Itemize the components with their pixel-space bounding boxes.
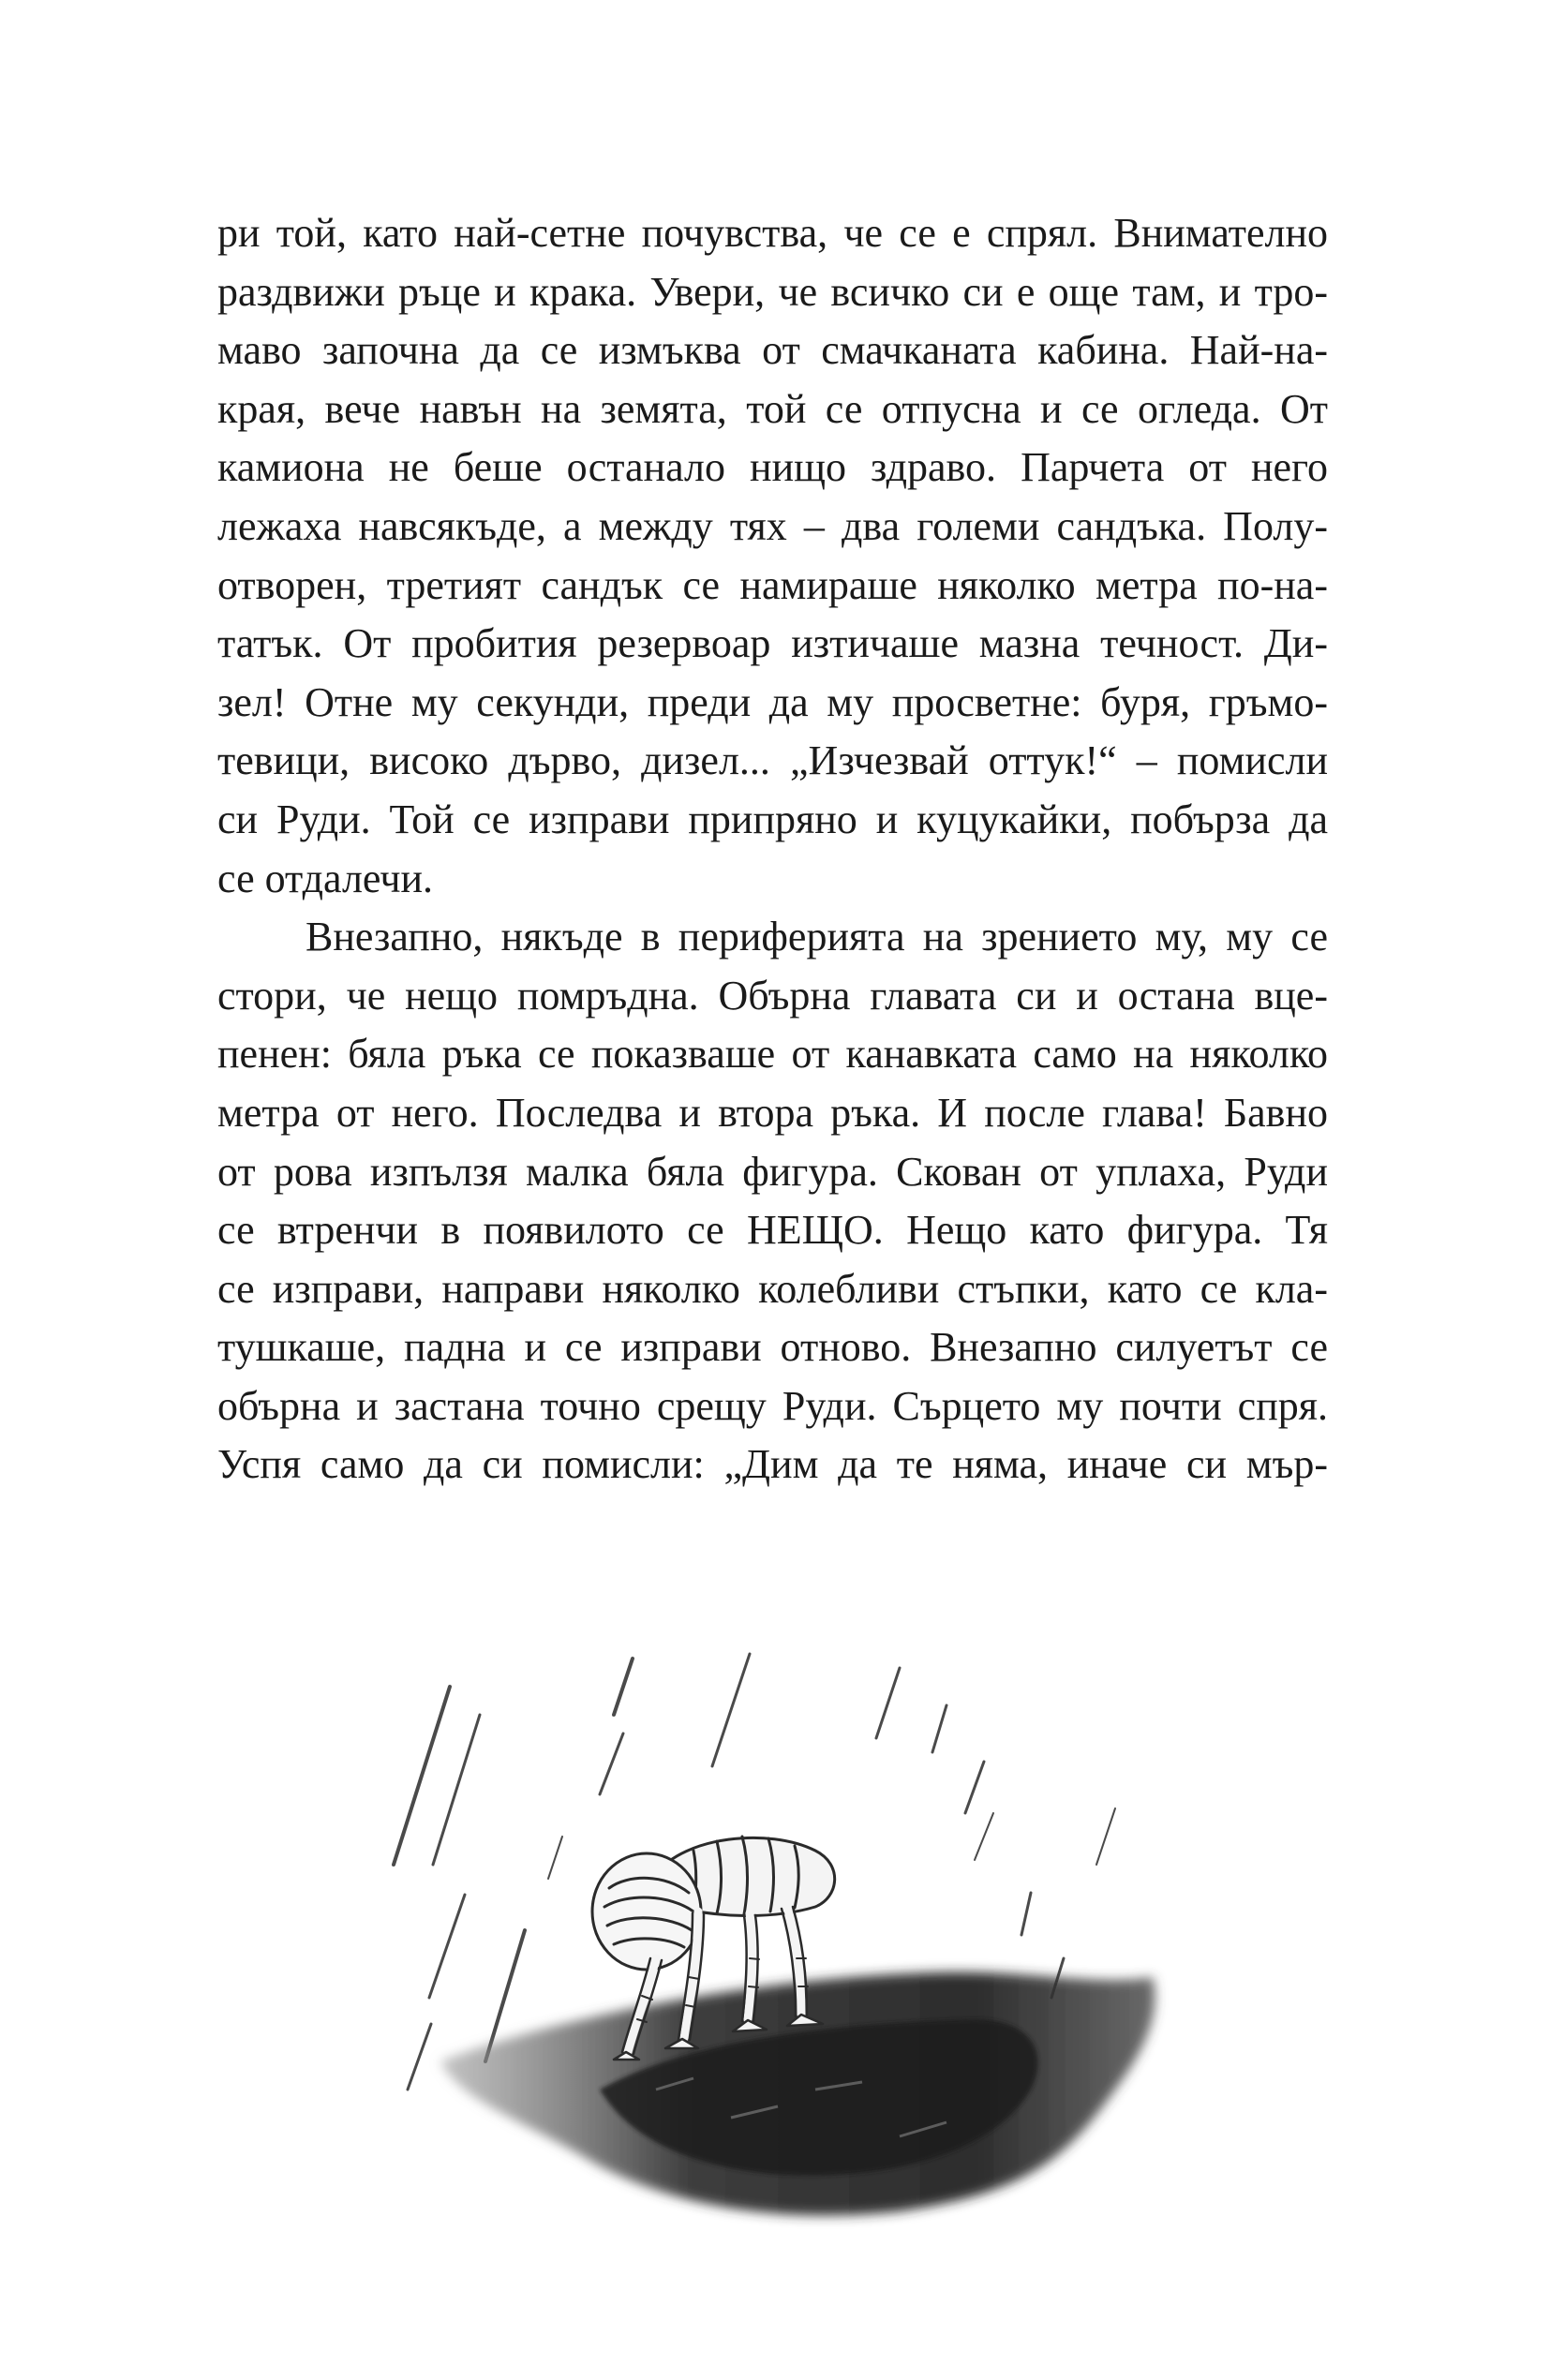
text-line: от рова изпълзя малка бяла фигура. Скован от уплаха, Руди xyxy=(217,1148,1328,1195)
text-line: пенен: бяла ръка се показваше от канавката само на няколко xyxy=(217,1031,1328,1078)
text-line: метра от него. Последва и втора ръка. И после глава! Бавно xyxy=(217,1089,1328,1136)
text-line: татък. От пробития резервоар изтичаше мазна течност. Ди- xyxy=(217,620,1328,667)
text-line: Успя само да си помисли: „Дим да те няма, иначе си мър- xyxy=(217,1441,1328,1488)
body-text xyxy=(217,204,1328,1495)
text-line: се отдалечи. xyxy=(217,855,434,901)
text-line: стори, че нещо помръдна. Обърна главата си и остана вце- xyxy=(217,972,1328,1019)
text-line: камиона не беше останало нищо здраво. Парчета от него xyxy=(217,444,1328,491)
text-line: обърна и застана точно срещу Руди. Сърцето му почти спря. xyxy=(217,1382,1328,1429)
text-line: края, вече навън на земята, той се отпусна и се огледа. От xyxy=(217,385,1328,432)
text-line: отворен, третият сандък се намираше няколко метра по-на- xyxy=(217,561,1328,608)
text-line: тевици, високо дърво, дизел... „Изчезвай оттук!“ – помисли xyxy=(217,737,1328,784)
text-line: ри той, като най-сетне почувства, че се е спрял. Внимателно xyxy=(217,210,1328,256)
text-line: си Руди. Той се изправи припряно и куцукайки, побърза да xyxy=(217,796,1328,842)
text-line: раздвижи ръце и крака. Увери, че всичко си е още там, и тро- xyxy=(217,268,1328,315)
text-line: се втренчи в появилото се НЕЩО. Нещо като фигура. Тя xyxy=(217,1207,1328,1254)
text-line: се изправи, направи няколко колебливи стъпки, като се кла- xyxy=(217,1265,1328,1312)
text-line: маво започна да се измъква от смачканата кабина. Най-на- xyxy=(217,327,1328,374)
text-line: Внезапно, някъде в периферията на зрението му, му се xyxy=(306,914,1328,960)
text-line: зел! Отне му секунди, преди да му просветне: буря, гръмо- xyxy=(217,678,1328,725)
text-line: лежаха навсякъде, а между тях – два големи сандъка. Полу- xyxy=(217,502,1328,549)
text-line: тушкаше, падна и се изправи отново. Внезапно силуетът се xyxy=(217,1324,1328,1371)
rain-figure-illustration xyxy=(375,1649,1218,2230)
